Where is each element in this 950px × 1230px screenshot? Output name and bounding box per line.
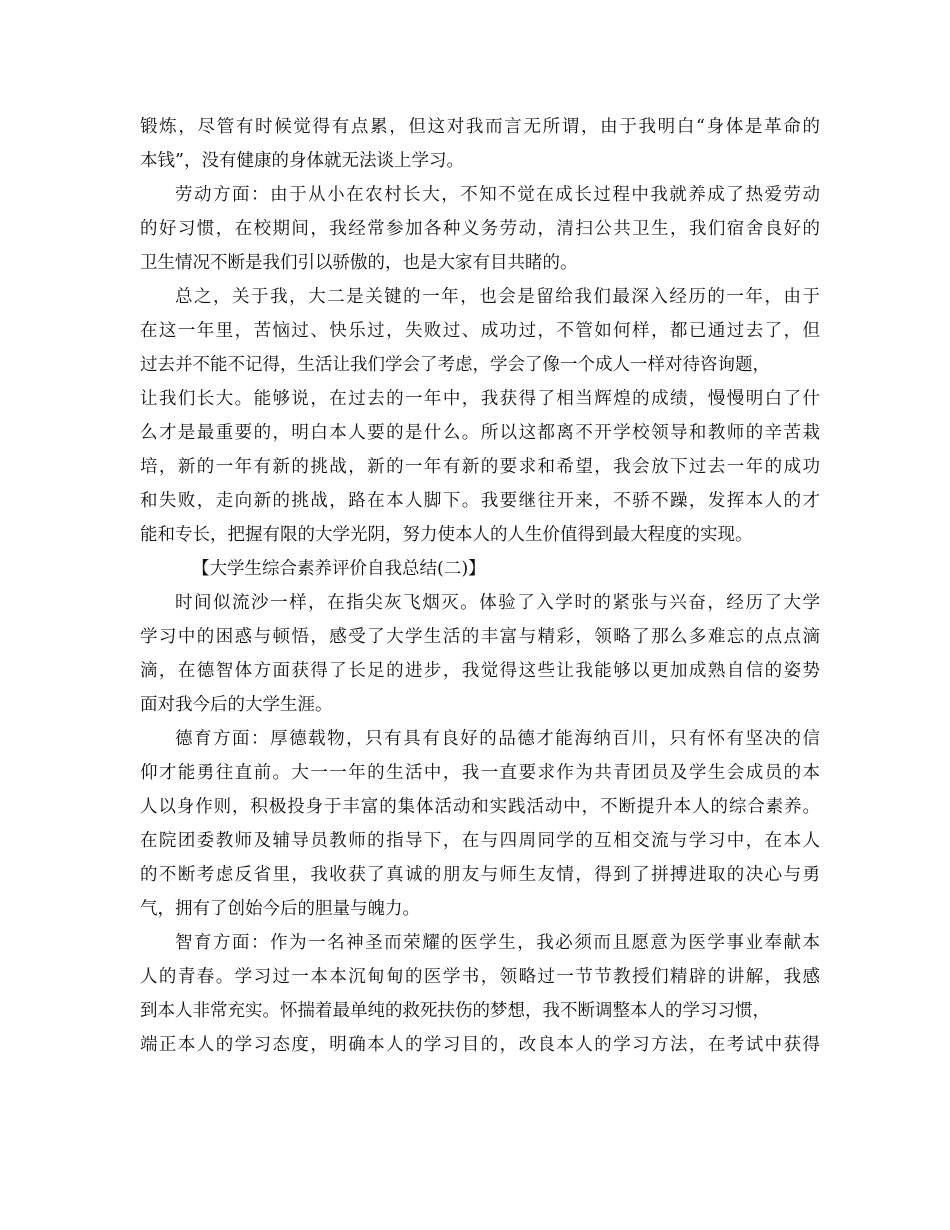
text-line: 让我们长大。能够说，在过去的一年中，我获得了相当辉煌的成绩，慢慢明白了什 — [140, 389, 820, 409]
text-line: 本钱”，没有健康的身体就无法谈上学习。 — [140, 151, 464, 171]
text-line: 过去并不能不记得，生活让我们学会了考虑，学会了像一个成人一样对待咨询题， — [140, 355, 770, 375]
text-line: 滴，在德智体方面获得了长足的进步，我觉得这些让我能够以更加成熟自信的姿势 — [140, 661, 820, 681]
text-line: 的好习惯，在校期间，我经常参加各种义务劳动，清扫公共卫生，我们宿舍良好的 — [140, 219, 820, 239]
text-line: 人以身作则，积极投身于丰富的集体活动和实践活动中，不断提升本人的综合素养。 — [140, 797, 820, 817]
text-line: 的不断考虑反省里，我收获了真诚的朋友与师生友情，得到了拼搏进取的决心与勇 — [140, 865, 820, 885]
text-line: 劳动方面：由于从小在农村长大，不知不觉在成长过程中我就养成了热爱劳动 — [175, 185, 820, 205]
text-line: 端正本人的学习态度，明确本人的学习目的，改良本人的学习方法，在考试中获得 — [140, 1035, 820, 1055]
text-line: 和失败，走向新的挑战，路在本人脚下。我要继往开来，不骄不躁，发挥本人的才 — [140, 491, 820, 511]
text-line: 学习中的困惑与顿悟，感受了大学生活的丰富与精彩，领略了那么多难忘的点点滴 — [140, 627, 820, 647]
text-line: 到本人非常充实。怀揣着最单纯的救死扶伤的梦想，我不断调整本人的学习习惯， — [140, 1001, 770, 1021]
text-line: 在这一年里，苦恼过、快乐过，失败过、成功过，不管如何样，都已通过去了，但 — [140, 321, 820, 341]
text-line: 在院团委教师及辅导员教师的指导下，在与四周同学的互相交流与学习中，在本人 — [140, 831, 820, 851]
text-line: 卫生情况不断是我们引以骄傲的，也是大家有目共睹的。 — [140, 253, 578, 273]
text-line: 仰才能勇往直前。大一一年的生活中，我一直要求作为共青团员及学生会成员的本 — [140, 763, 820, 783]
text-line: 总之，关于我，大二是关键的一年，也会是留给我们最深入经历的一年，由于 — [175, 287, 820, 307]
text-line: 能和专长，把握有限的大学光阴，努力使本人的人生价值得到最大程度的实现。 — [140, 525, 753, 545]
text-line: 么才是最重要的，明白本人要的是什么。所以这都离不开学校领导和教师的辛苦栽 — [140, 423, 820, 443]
text-line: 德育方面：厚德载物，只有具有良好的品德才能海纳百川，只有怀有坚决的信 — [175, 729, 820, 749]
text-line: 气，拥有了创始今后的胆量与魄力。 — [140, 899, 420, 919]
text-line: 时间似流沙一样，在指尖灰飞烟灭。体验了入学时的紧张与兴奋，经历了大学 — [175, 593, 820, 613]
section-heading: 【大学生综合素养评价自我总结(二)】 — [192, 559, 486, 579]
text-line: 人的青春。学习过一本本沉甸甸的医学书，领略过一节节教授们精辟的讲解，我感 — [140, 967, 820, 987]
text-line: 培，新的一年有新的挑战，新的一年有新的要求和希望，我会放下过去一年的成功 — [140, 457, 820, 477]
text-line: 智育方面：作为一名神圣而荣耀的医学生，我必须而且愿意为医学事业奉献本 — [175, 933, 820, 953]
document-body — [140, 110, 820, 1062]
text-line: 锻炼，尽管有时候觉得有点累，但这对我而言无所谓，由于我明白“身体是革命的 — [140, 117, 820, 137]
text-line: 面对我今后的大学生涯。 — [140, 695, 333, 715]
